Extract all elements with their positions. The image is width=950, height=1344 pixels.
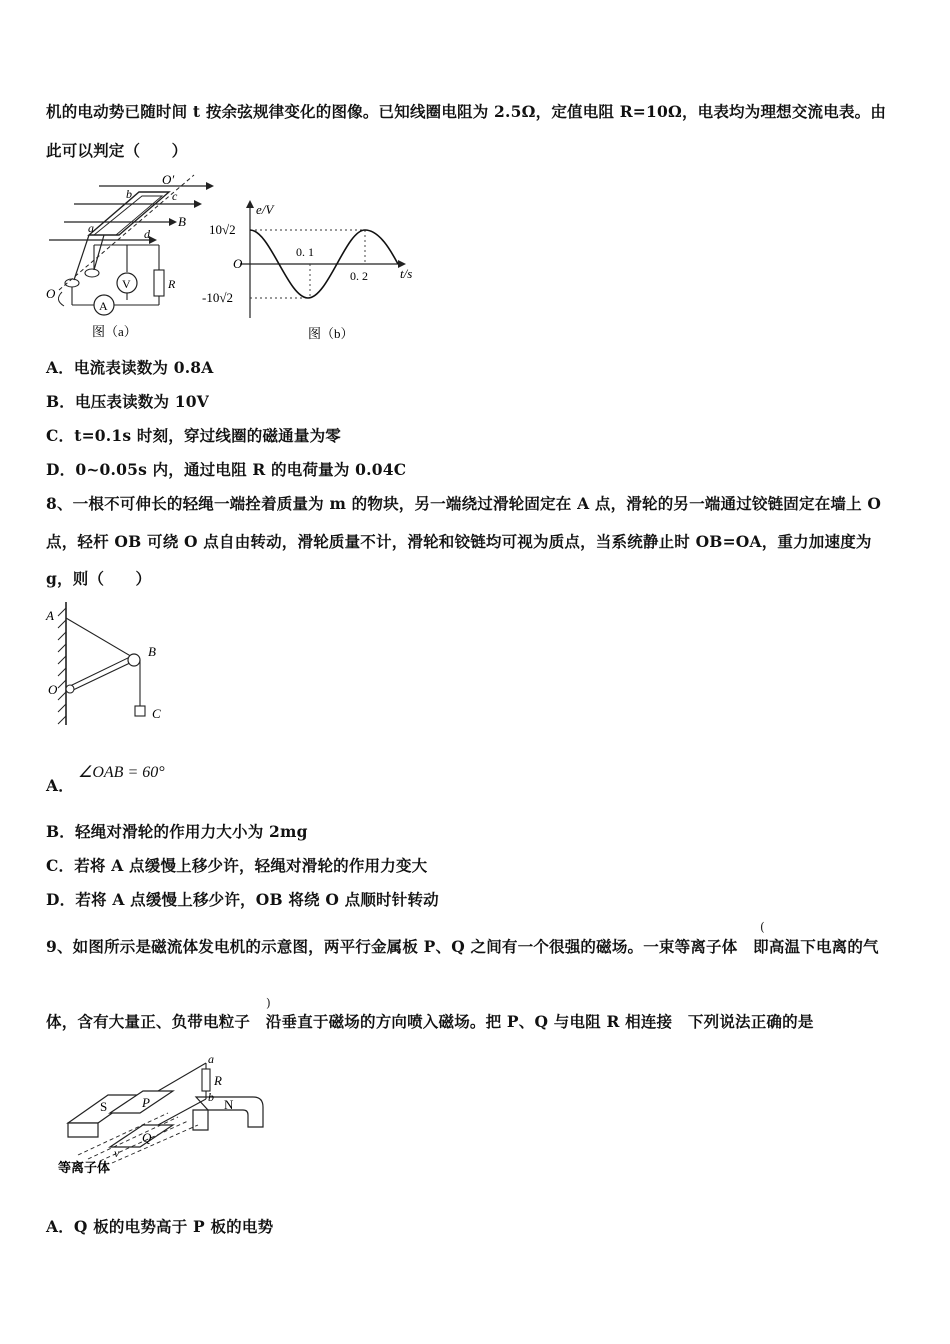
label-field-b: B	[178, 214, 186, 229]
y-max-label: 10√2	[209, 222, 236, 237]
x-axis-label: t/s	[400, 266, 413, 281]
q7-option-c: C．t=0.1s 时刻，穿过线圈的磁通量为零	[46, 426, 341, 445]
q7-stem-line-1: 机的电动势已随时间 t 按余弦规律变化的图像。已知线圈电阻为 2.5Ω，定值电阻 R=10Ω，电表均为理想交流电表。由	[46, 102, 887, 121]
label-o-prime: O′	[162, 172, 175, 187]
label-q: Q	[142, 1130, 152, 1145]
label-d: d	[144, 227, 150, 241]
origin-label: O	[233, 256, 243, 271]
q7-figure-a	[44, 170, 214, 345]
q8-option-b: B．轻绳对滑轮的作用力大小为 2mg	[46, 822, 308, 841]
label-v: v	[114, 1146, 120, 1160]
label-c: C	[152, 706, 161, 721]
label-o: O	[48, 682, 58, 697]
q7-figure-b	[200, 198, 425, 345]
q8-stem-line-3: g，则（ ）	[46, 569, 152, 588]
label-s: S	[100, 1099, 108, 1114]
q7-option-b: B．电压表读数为 10V	[46, 392, 209, 411]
q8-option-c: C．若将 A 点缓慢上移少许，轻绳对滑轮的作用力变大	[46, 856, 428, 875]
label-a: a	[208, 1055, 214, 1066]
q8-stem-line-1: 8、一根不可伸长的轻绳一端拴着质量为 m 的物块，另一端绕过滑轮固定在 A 点，滑轮的另一端通过铰链固定在墙上 O	[46, 494, 882, 513]
label-p: P	[142, 1095, 150, 1110]
label-b: B	[148, 644, 156, 659]
y-min-label: -10√2	[202, 290, 233, 305]
resistor-label: R	[168, 277, 176, 291]
q8-figure	[44, 600, 174, 730]
label-c: c	[172, 189, 178, 203]
q8-option-d: D．若将 A 点缓慢上移少许，OB 将绕 O 点顺时针转动	[46, 890, 439, 909]
caption-plasma: 等离子体	[58, 1160, 111, 1175]
q9-stem-line-2: 体，含有大量正、负带电粒子 沿垂直于磁场的方向喷入磁场。把 P、Q 与电阻 R 相连接 下列说法正确的是	[46, 1012, 814, 1031]
t1-label: 0. 1	[296, 245, 314, 259]
q8-stem-line-2: 点，轻杆 OB 可绕 O 点自由转动，滑轮质量不计，滑轮和铰链均可视为质点，当系统静止时 OB=OA，重力加速度为	[46, 532, 872, 551]
label-n: N	[224, 1097, 234, 1112]
label-b: b	[126, 187, 132, 201]
q7-option-a: A．电流表读数为 0.8A	[46, 358, 214, 377]
q9-paren-open: (	[760, 920, 765, 934]
q9-option-a: A．Q 板的电势高于 P 板的电势	[46, 1217, 274, 1236]
q9-stem-line-1: 9、如图所示是磁流体发电机的示意图，两平行金属板 P、Q 之间有一个很强的磁场。一束等离子体 即高温下电离的气	[46, 937, 879, 956]
q9-paren-close: )	[266, 996, 271, 1010]
voltmeter-symbol: V	[122, 277, 131, 291]
label-r: R	[214, 1073, 222, 1088]
caption-b: 图（b）	[308, 326, 354, 341]
label-a: a	[88, 221, 94, 235]
q7-stem-line-2: 此可以判定（ ）	[46, 141, 188, 160]
label-b: b	[208, 1090, 214, 1104]
q7-option-d: D．0~0.05s 内，通过电阻 R 的电荷量为 0.04C	[46, 460, 407, 479]
q9-figure	[48, 1055, 278, 1180]
q8-option-a-label: A．	[46, 776, 74, 795]
y-axis-label: e/V	[256, 202, 274, 217]
label-o: O	[46, 286, 56, 301]
t2-label: 0. 2	[350, 269, 368, 283]
label-a: A	[46, 608, 54, 623]
ammeter-symbol: A	[99, 299, 108, 313]
caption-a: 图（a）	[92, 324, 137, 339]
q8-option-a-expression: ∠OAB = 60°	[78, 764, 165, 781]
